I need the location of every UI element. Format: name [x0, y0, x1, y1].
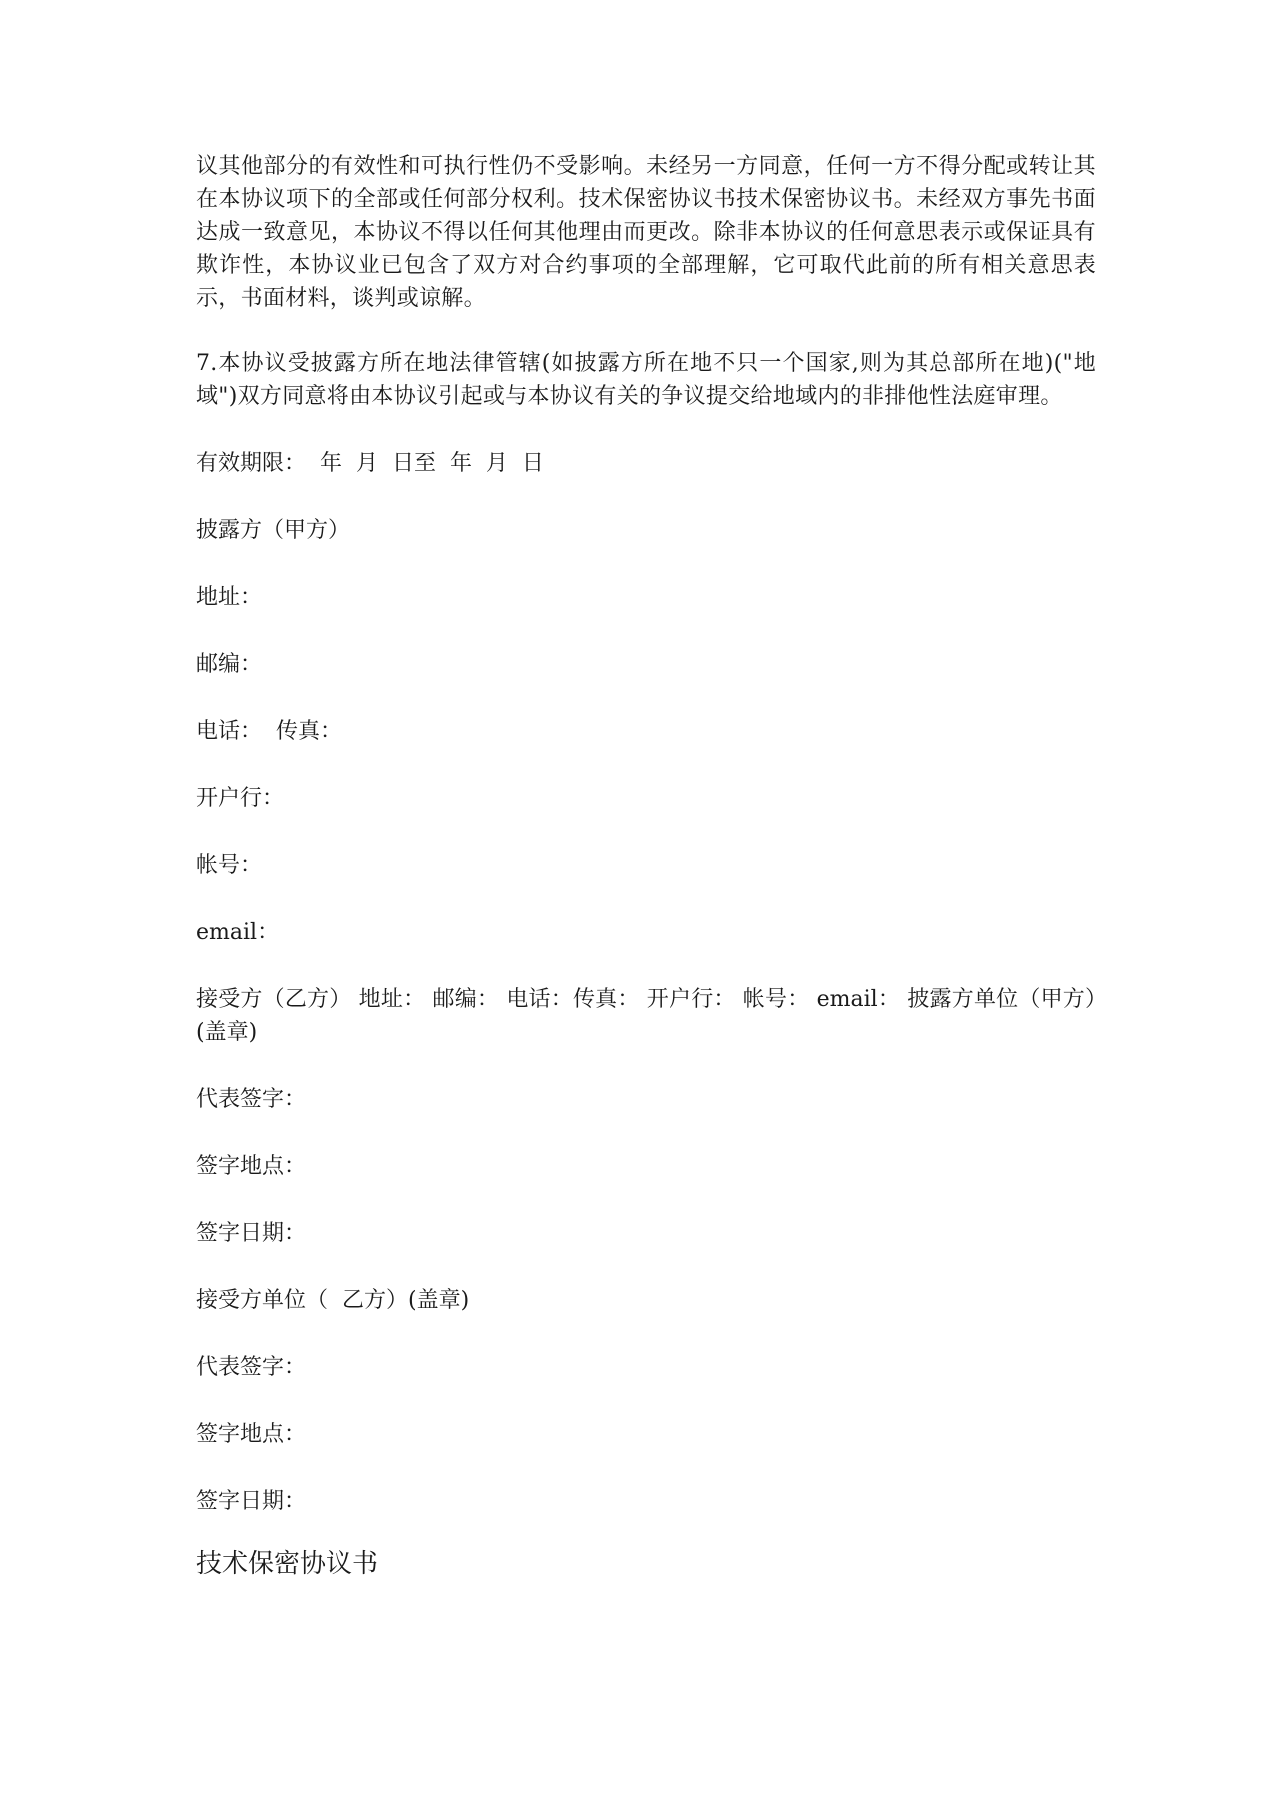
- document-page: [196, 150, 1096, 1582]
- party-b-signature-date: 签字日期：: [196, 1489, 307, 1514]
- paragraph-jurisdiction-clause: 7.本协议受披露方所在地法律管辖(如披露方所在地不只一个国家,则为其总部所在地)("地域")双方同意将由本协议引起或与本协议有关的争议提交给地域内的非排他性法庭审理。: [196, 351, 1096, 409]
- party-a-email: email：: [196, 920, 280, 945]
- party-a-postcode: 邮编：: [196, 652, 263, 677]
- party-a-bank: 开户行：: [196, 786, 285, 811]
- validity-period: 有效期限： 年 月 日至 年 月 日: [196, 451, 544, 476]
- party-b-representative-signature: 代表签字：: [196, 1355, 307, 1380]
- party-a-signature-date: 签字日期：: [196, 1221, 307, 1246]
- document-title: 技术保密协议书: [196, 1549, 379, 1579]
- party-b-signature-place: 签字地点：: [196, 1422, 307, 1447]
- party-a-title: 披露方（甲方）: [196, 518, 351, 543]
- party-a-signature-place: 签字地点：: [196, 1154, 307, 1179]
- party-a-account: 帐号：: [196, 853, 263, 878]
- party-a-representative-signature: 代表签字：: [196, 1087, 307, 1112]
- party-b-unit-seal: 接受方单位（ 乙方）(盖章): [196, 1288, 470, 1313]
- party-b-details: 接受方（乙方） 地址： 邮编： 电话：传真： 开户行： 帐号： email： 披露方单位（甲方）(盖章): [196, 987, 1096, 1045]
- party-a-address: 地址：: [196, 585, 263, 610]
- paragraph-validity-clause: 议其他部分的有效性和可执行性仍不受影响。未经另一方同意，任何一方不得分配或转让其在本协议项下的全部或任何部分权利。技术保密协议书技术保密协议书。未经双方事先书面达成一致意见，本协议不得以任何其他理由而更改。除非本协议的任何意思表示或保证具有欺诈性，本协议业已包含了双方对合约事项的全部理解，它可取代此前的所有相关意思表示，书面材料，谈判或谅解。: [196, 154, 1096, 311]
- party-a-phone-fax: 电话： 传真：: [196, 719, 342, 744]
